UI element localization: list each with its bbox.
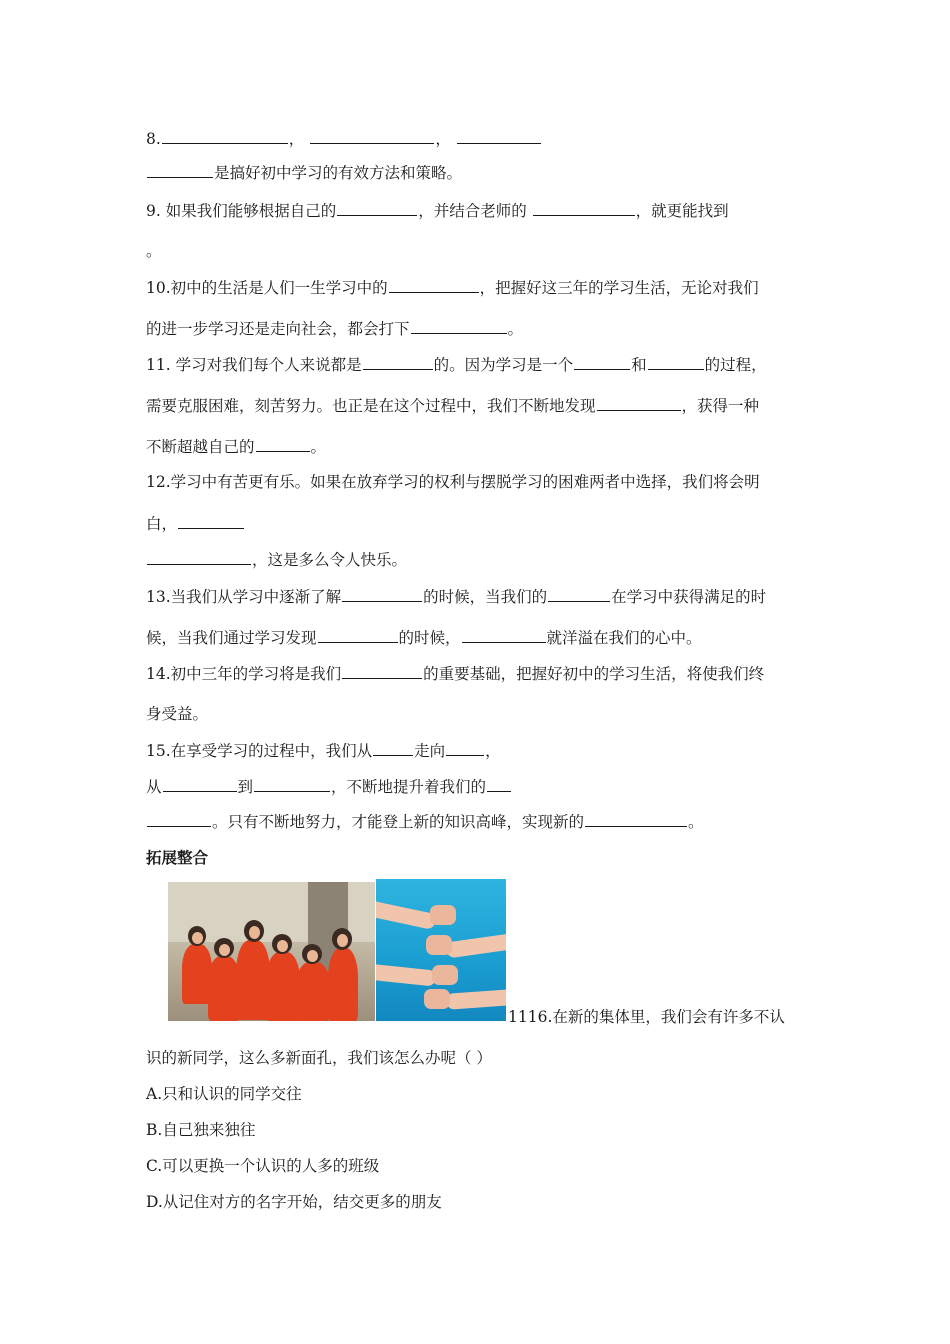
question-text: 的重要基础，把握好初中的学习生活，将使我们终 — [423, 665, 765, 683]
answer-blank[interactable] — [363, 353, 433, 370]
answer-blank[interactable] — [457, 127, 541, 144]
question-11-line-1 — [146, 353, 767, 376]
question-text: 15.在享受学习的过程中，我们从 — [146, 742, 373, 760]
question-8-line-1 — [146, 127, 542, 150]
students-photo — [168, 882, 375, 1021]
answer-blank[interactable] — [342, 662, 422, 679]
question-text: 需要克服困难，刻苦努力。也正是在这个过程中，我们不断地发现 — [146, 397, 596, 415]
question-text: ，不断地提升着我们的 — [331, 778, 487, 796]
question-text: 11. 学习对我们每个人来说都是 — [146, 356, 362, 374]
question-text: 10.初中的生活是人们一生学习中的 — [146, 279, 388, 297]
option-b[interactable]: B.自己独来独往 — [146, 1121, 256, 1139]
question-12-line-1 — [146, 471, 760, 493]
answer-blank[interactable] — [147, 548, 251, 565]
answer-blank[interactable] — [487, 775, 511, 792]
question-15-line-3 — [146, 810, 704, 833]
question-11-line-3 — [146, 435, 326, 458]
question-text: 到 — [237, 778, 254, 796]
answer-blank[interactable] — [533, 199, 635, 216]
question-text: 的过程， — [704, 356, 767, 374]
question-9-line-1 — [146, 199, 729, 222]
answer-blank[interactable] — [163, 775, 237, 792]
question-15-line-2 — [146, 775, 512, 798]
question-text: 。 — [688, 813, 704, 831]
question-text: 14.初中三年的学习将是我们 — [146, 665, 342, 683]
question-text: 识的新同学，这么多新面孔，我们该怎么办呢（ ） — [146, 1049, 492, 1067]
question-13-line-2 — [146, 626, 702, 649]
question-8-line-2 — [146, 161, 462, 184]
question-text: 9. 如果我们能够根据自己的 — [146, 202, 337, 220]
question-16-line-2 — [146, 1047, 492, 1069]
question-text: 身受益。 — [146, 705, 209, 723]
question-text: ，获得一种 — [681, 397, 760, 415]
answer-blank[interactable] — [342, 585, 422, 602]
question-text: 。 — [310, 438, 327, 456]
question-text: 从 — [146, 778, 162, 796]
question-15-line-1 — [146, 739, 501, 762]
question-10-line-2 — [146, 317, 523, 340]
answer-blank[interactable] — [389, 276, 479, 293]
question-text: ， — [485, 742, 501, 760]
question-9-line-2 — [146, 240, 162, 262]
question-text: 的进一步学习还是走向社会，都会打下 — [146, 320, 410, 338]
question-text: 就洋溢在我们的心中。 — [546, 629, 702, 647]
answer-blank[interactable] — [574, 353, 630, 370]
answer-blank[interactable] — [147, 161, 213, 178]
question-11-line-2 — [146, 394, 759, 417]
question-text: 走向 — [414, 742, 446, 760]
answer-blank[interactable] — [648, 353, 704, 370]
answer-blank[interactable] — [147, 810, 211, 827]
option-d[interactable]: D.从记住对方的名字开始，结交更多的朋友 — [146, 1193, 442, 1211]
question-text: 候，当我们通过学习发现 — [146, 629, 317, 647]
question-16-line-1 — [508, 1006, 785, 1028]
separator: ， — [435, 130, 451, 148]
answer-blank[interactable] — [178, 512, 244, 529]
answer-blank[interactable] — [373, 739, 413, 756]
answer-blank[interactable] — [585, 810, 687, 827]
answer-blank[interactable] — [254, 775, 330, 792]
answer-blank[interactable] — [162, 127, 288, 144]
answer-blank[interactable] — [337, 199, 417, 216]
question-text: ，并结合老师的 — [418, 202, 532, 220]
answer-blank[interactable] — [256, 435, 310, 452]
answer-blank[interactable] — [548, 585, 610, 602]
question-text: 。 — [146, 242, 162, 260]
answer-blank[interactable] — [462, 626, 546, 643]
answer-blank[interactable] — [318, 626, 398, 643]
answer-blank[interactable] — [597, 394, 681, 411]
question-text: 1116.在新的集体里，我们会有许多不认 — [508, 1008, 785, 1026]
question-text: 的时候， — [398, 629, 461, 647]
question-number: 8. — [146, 130, 161, 148]
question-text: ，这是多么令人快乐。 — [252, 551, 408, 569]
linked-hands-image — [376, 879, 506, 1021]
question-13-line-1 — [146, 585, 766, 608]
question-text: ，就更能找到 — [635, 202, 729, 220]
question-text: 。只有不断地努力，才能登上新的知识高峰，实现新的 — [212, 813, 585, 831]
answer-blank[interactable] — [446, 739, 484, 756]
answer-blank[interactable] — [411, 317, 507, 334]
question-text: 的。因为学习是一个 — [433, 356, 574, 374]
question-14-line-2 — [146, 703, 208, 725]
question-text: 13.当我们从学习中逐渐了解 — [146, 588, 342, 606]
question-12-line-3 — [146, 548, 407, 571]
option-a[interactable]: A.只和认识的同学交往 — [146, 1085, 302, 1103]
answer-blank[interactable] — [310, 127, 434, 144]
question-text: 12.学习中有苦更有乐。如果在放弃学习的权利与摆脱学习的困难两者中选择，我们将会明 — [146, 473, 760, 491]
question-text: 在学习中获得满足的时 — [611, 588, 767, 606]
separator: ， — [288, 130, 305, 148]
question-text: 的时候，当我们的 — [423, 588, 548, 606]
question-10-line-1 — [146, 276, 759, 299]
question-text: 。 — [507, 320, 524, 338]
section-heading: 拓展整合 — [146, 849, 209, 867]
question-text: 是搞好初中学习的有效方法和策略。 — [214, 164, 463, 182]
question-text: 不断超越自己的 — [146, 438, 255, 456]
question-text: ，把握好这三年的学习生活，无论对我们 — [479, 279, 759, 297]
question-12-line-2 — [146, 512, 245, 535]
option-c[interactable]: C.可以更换一个认识的人多的班级 — [146, 1157, 380, 1175]
question-text: 白， — [146, 515, 178, 533]
question-text: 和 — [631, 356, 647, 374]
question-14-line-1 — [146, 662, 764, 685]
